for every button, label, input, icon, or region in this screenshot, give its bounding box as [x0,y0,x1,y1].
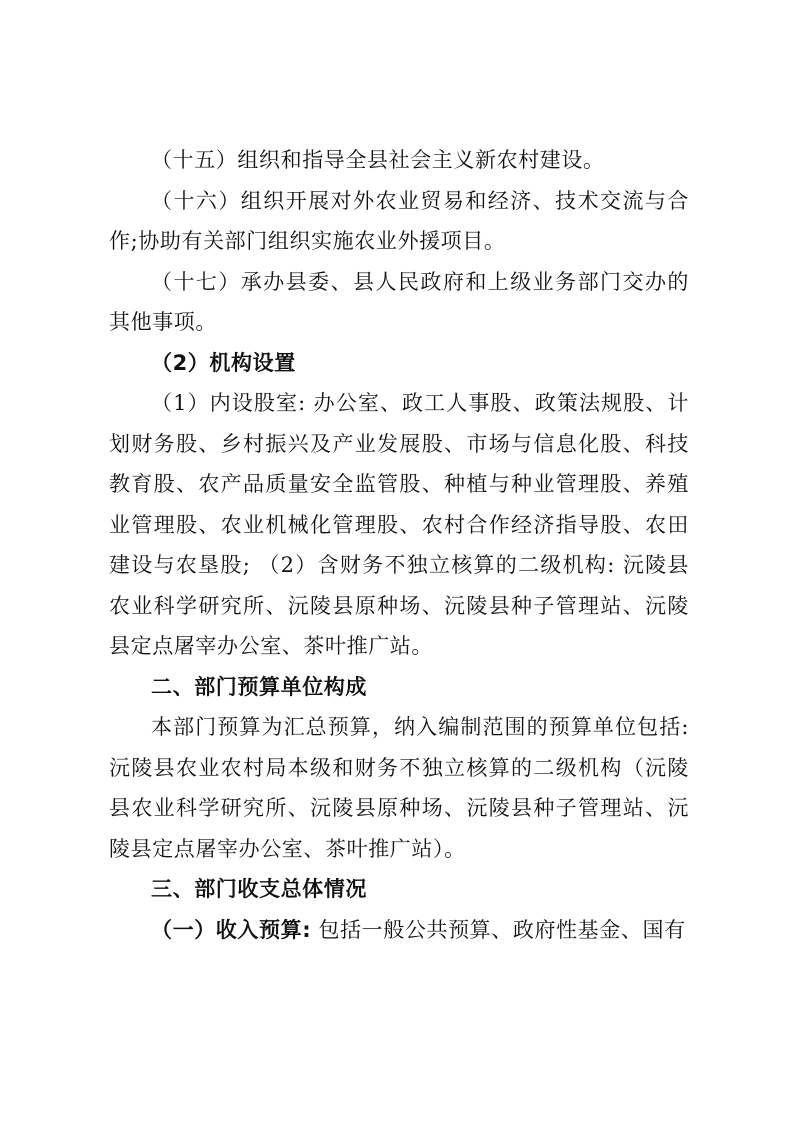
paragraph-internal-departments: （1）内设股室: 办公室、政工人事股、政策法规股、计划财务股、乡村振兴及产业发展股、市场与信息化股、科技教育股、农产品质量安全监管股、种植与种业管理股、养殖业管理股、农业机械化管理股、农村合作经济指导股、农田建设与农垦股; （2）含财务不独立核算的二级机构: 沅陵县农业科学研究所、沅陵县原种场、沅陵县种子管理站、沅陵县定点屠宰办公室、茶叶推广站。 [109,391,689,658]
document-page [109,140,689,950]
revenue-budget-text: 包括一般公共预算、政府性基金、国有 [311,917,686,942]
paragraph-revenue-budget [109,910,689,951]
paragraph-item-16: （十六）组织开展对外农业贸易和经济、技术交流与合作;协助有关部门组织实施农业外援项目。 [109,188,689,253]
paragraph-budget-units: 本部门预算为汇总预算，纳入编制范围的预算单位包括:沅陵县农业农村局本级和财务不独立核算的二级机构（沅陵县农业科学研究所、沅陵县原种场、沅陵县种子管理站、沅陵县定点屠宰办公室、茶叶推广站）。 [109,715,689,861]
heading-organization-setup: （2）机构设置 [151,350,296,375]
heading-revenue-expenditure-overview: 三、部门收支总体情况 [151,877,367,901]
revenue-budget-label: （一）收入预算: [151,917,312,942]
paragraph-item-15: （十五）组织和指导全县社会主义新农村建设。 [151,148,605,172]
paragraph-item-17: （十七）承办县委、县人民政府和上级业务部门交办的其他事项。 [109,269,689,334]
heading-budget-unit-composition: 二、部门预算单位构成 [151,674,367,699]
